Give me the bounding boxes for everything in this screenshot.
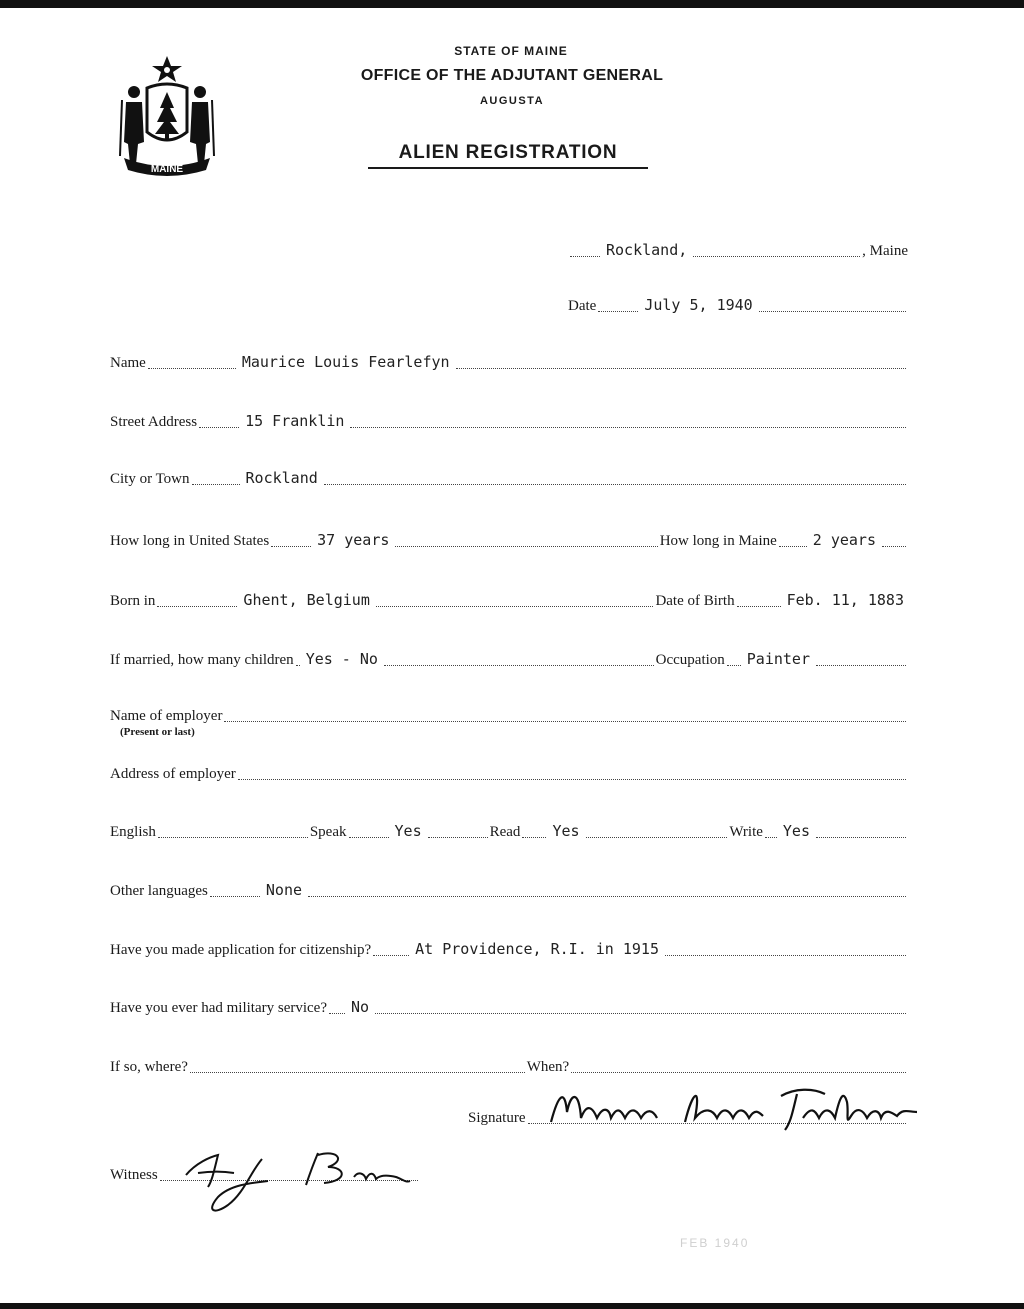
city-field [110, 470, 908, 488]
born-label: Born in [110, 593, 156, 609]
citizenship-field [110, 941, 908, 959]
street-label: Street Address [110, 414, 198, 430]
family-field [110, 651, 908, 669]
signature-label: Signature [468, 1110, 526, 1126]
military-field [110, 999, 908, 1017]
street-value: 15 Franklin [245, 412, 345, 430]
read-value: Yes [552, 822, 580, 840]
citizenship-value: At Providence, R.I. in 1915 [415, 940, 659, 958]
header-office: OFFICE OF THE ADJUTANT GENERAL [360, 67, 664, 84]
applicant-signature [545, 1082, 925, 1138]
other-languages-value: None [265, 881, 303, 899]
speak-label: Speak [309, 824, 347, 840]
born-value: Ghent, Belgium [243, 591, 370, 609]
employer-field [110, 708, 908, 725]
witness-signature [178, 1145, 418, 1225]
dob-value: Feb. 11, 1883 [786, 591, 904, 609]
date-value: July 5, 1940 [644, 296, 753, 314]
when-label: When? [526, 1059, 570, 1075]
city-value: Rockland [245, 469, 318, 487]
title-underline [368, 167, 648, 169]
speak-value: Yes [394, 822, 422, 840]
header-state: STATE OF MAINE [454, 44, 568, 58]
page-title: ALIEN REGISTRATION [398, 142, 618, 163]
occupation-value: Painter [746, 650, 810, 668]
where-label: If so, where? [110, 1059, 188, 1075]
employer-address-label: Address of employer [110, 766, 236, 782]
scan-border-bottom [0, 1303, 1024, 1309]
place-value: Rockland, [606, 241, 688, 259]
residency-field [110, 532, 908, 550]
maine-duration-label: How long in Maine [659, 533, 777, 549]
scan-border-top [0, 0, 1024, 8]
military-value: No [351, 998, 370, 1016]
name-label: Name [110, 355, 146, 371]
married-label: If married, how many children [110, 652, 294, 668]
us-duration-value: 37 years [317, 531, 390, 549]
employer-label: Name of employer [110, 708, 223, 724]
other-languages-field [110, 882, 908, 900]
street-field [110, 413, 908, 431]
name-field [110, 354, 908, 372]
service-location-field [110, 1059, 908, 1076]
read-label: Read [489, 824, 521, 840]
faded-stamp: FEB 1940 [680, 1236, 750, 1250]
seal-text: MAINE [150, 164, 184, 175]
military-label: Have you ever had military service? [110, 1000, 327, 1016]
english-field [110, 823, 908, 841]
citizenship-label: Have you made application for citizenship? [110, 942, 372, 958]
married-value: Yes - No [305, 650, 378, 668]
maine-duration-value: 2 years [812, 531, 876, 549]
other-languages-label: Other languages [110, 883, 208, 899]
employer-note: (Present or last) [120, 726, 195, 738]
witness-label: Witness [110, 1167, 158, 1183]
date-field [568, 297, 908, 315]
us-duration-label: How long in United States [110, 533, 270, 549]
place-field [568, 242, 908, 260]
english-label: English [110, 824, 156, 840]
write-label: Write [729, 824, 763, 840]
birth-field [110, 592, 908, 610]
place-suffix: , Maine [862, 243, 908, 259]
occupation-label: Occupation [655, 652, 725, 668]
dob-label: Date of Birth [655, 593, 735, 609]
name-value: Maurice Louis Fearlefyn [241, 353, 450, 371]
header-city: AUGUSTA [479, 95, 545, 107]
write-value: Yes [782, 822, 810, 840]
employer-address-field [110, 766, 908, 783]
date-label: Date [568, 298, 597, 314]
city-label: City or Town [110, 471, 190, 487]
page-title-block [368, 142, 648, 169]
